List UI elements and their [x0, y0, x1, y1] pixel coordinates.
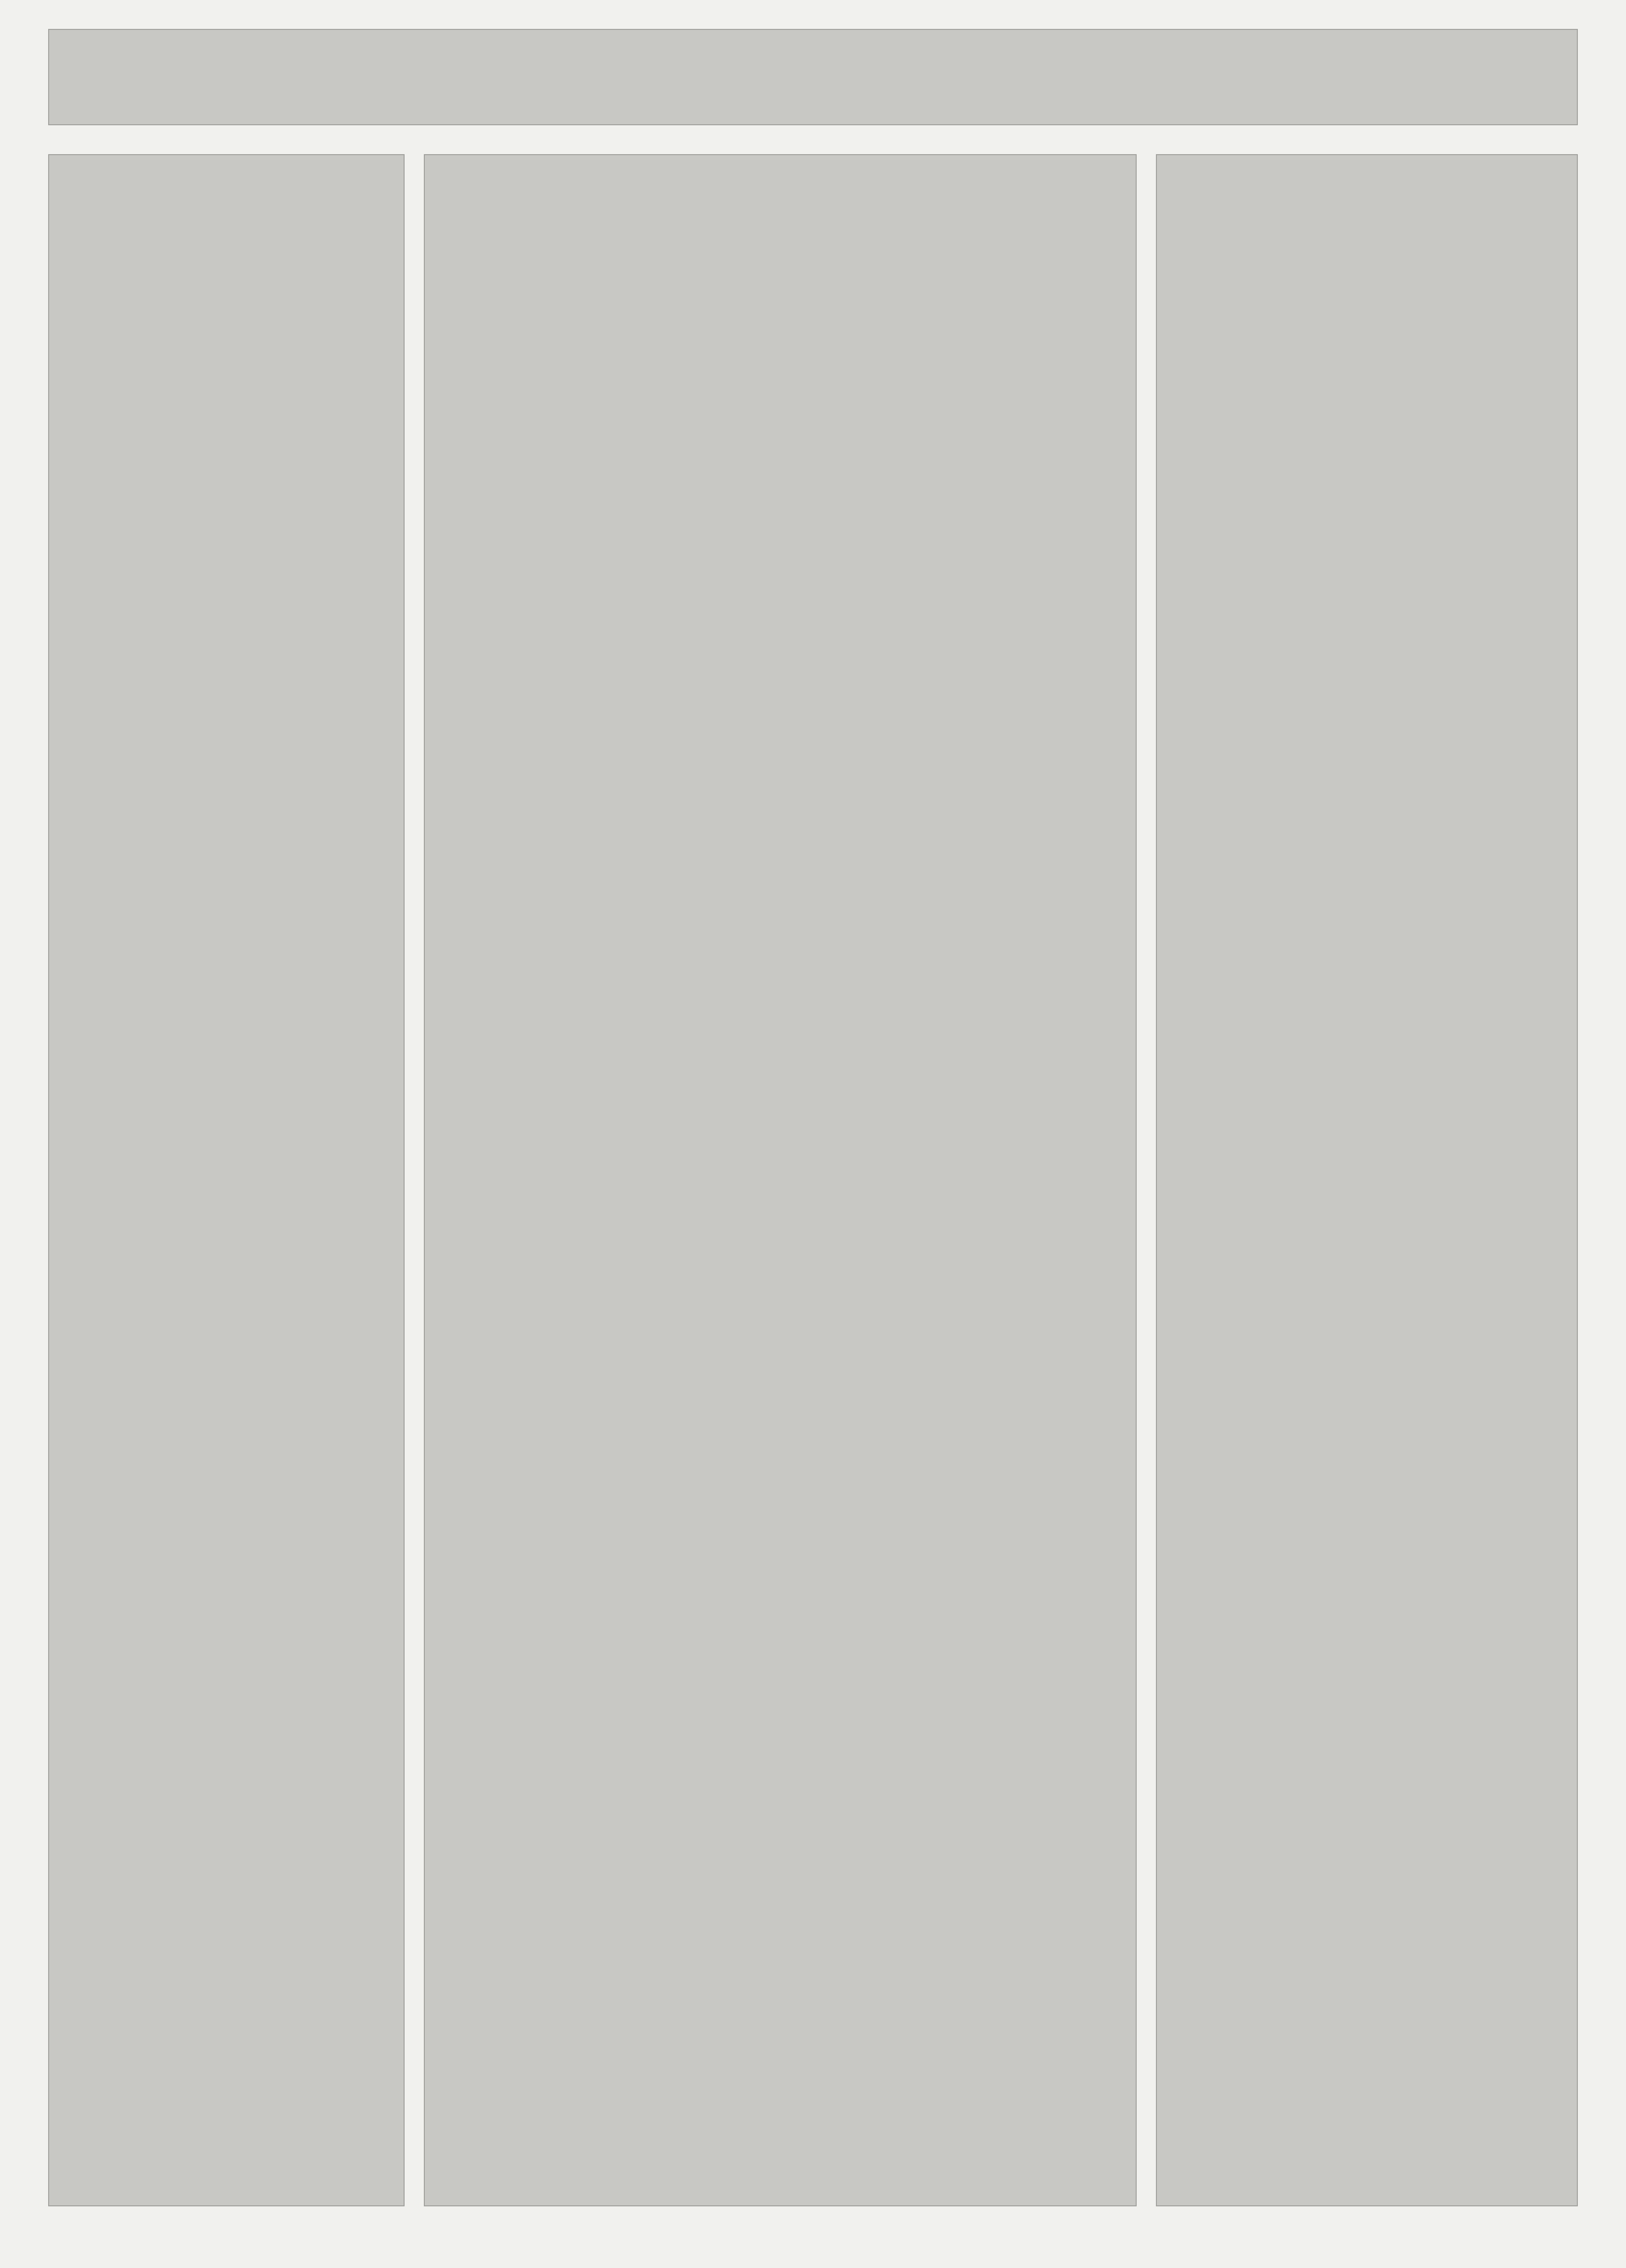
center-column — [424, 154, 1137, 2206]
masthead — [48, 29, 1578, 125]
right-column — [1156, 154, 1578, 2206]
left-column — [48, 154, 405, 2206]
